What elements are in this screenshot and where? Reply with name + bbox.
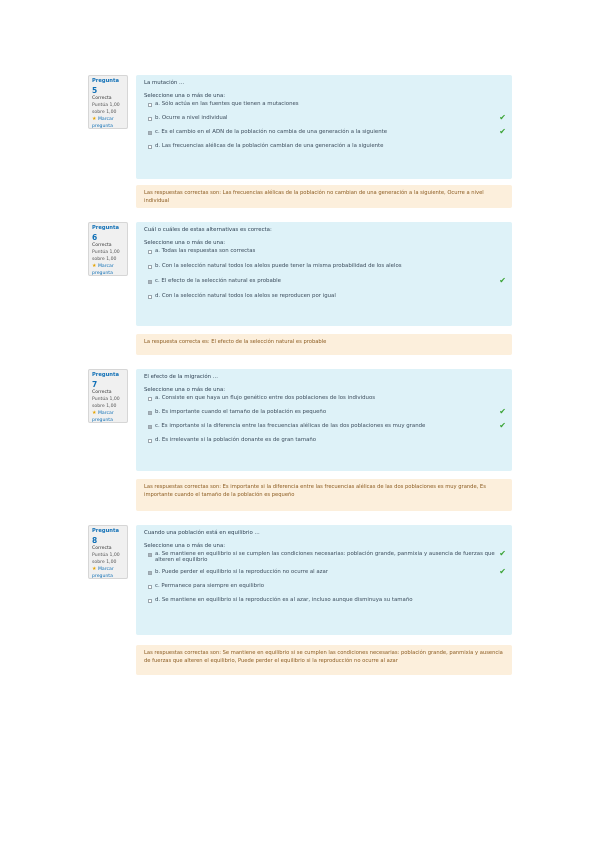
checkbox[interactable] [148, 439, 152, 443]
answer-option[interactable]: a. Todas las respuestas son correctas [144, 248, 504, 254]
question-grade: Puntúa 1,00 sobre 1,00 [92, 553, 120, 565]
answer-prompt: Seleccione una o más de una: [144, 93, 226, 99]
answer-option[interactable]: a. Se mantiene en equilibrio si se cumplen las condiciones necesarias: población grande, panmixia y ausencia de fuerzas que alteren el equilibrio ✔ [144, 551, 504, 563]
check-icon: ✔ [499, 407, 506, 416]
checkbox[interactable] [148, 265, 152, 269]
checkbox[interactable] [148, 280, 152, 284]
answer-option[interactable]: c. Es importante si la diferencia entre las frecuencias alélicas de las dos poblaciones es muy grande ✔ [144, 423, 504, 429]
question-info [88, 369, 128, 423]
question-content [136, 525, 512, 635]
feedback: Las respuestas correctas son: Se mantiene en equilibrio si se cumplen las condiciones necesarias: población grande, panmixia y ausencia de fuerzas que alteren el equilibrio, Puede perder el equilibrio si la reproducción no ocurre al azar [136, 645, 512, 675]
question-text: La mutación ... [144, 80, 185, 86]
checkbox[interactable] [148, 131, 152, 135]
feedback: Las respuestas correctas son: Las frecuencias alélicas de la población no cambian de una generación a la siguiente, Ocurre a nivel individual [136, 185, 512, 208]
question-state: Correcta [92, 96, 112, 102]
question-number: Pregunta 6 [92, 225, 119, 242]
question-text: Cuando una población está en equilibrio ... [144, 530, 260, 536]
answer-option[interactable]: d. Es irrelevante si la población donante es de gran tamaño [144, 437, 504, 443]
checkbox[interactable] [148, 571, 152, 575]
answer-prompt: Seleccione una o más de una: [144, 240, 226, 246]
flag-question-link[interactable]: ★ Marcar pregunta [92, 116, 114, 130]
check-icon: ✔ [499, 113, 506, 122]
answer-option[interactable]: d. Con la selección natural todos los alelos se reproducen por igual [144, 293, 504, 299]
question-content [136, 369, 512, 471]
answer-prompt: Seleccione una o más de una: [144, 387, 226, 393]
question-info [88, 75, 128, 129]
answer-prompt: Seleccione una o más de una: [144, 543, 226, 549]
checkbox[interactable] [148, 103, 152, 107]
answer-option[interactable]: b. Ocurre a nivel individual ✔ [144, 115, 504, 121]
checkbox[interactable] [148, 397, 152, 401]
answer-option[interactable]: d. Se mantiene en equilibrio si la reproducción es al azar, incluso aunque disminuya su tamaño [144, 597, 504, 603]
answer-option[interactable]: b. Con la selección natural todos los alelos puede tener la misma probabilidad de los alelos [144, 263, 504, 269]
answer-option[interactable]: d. Las frecuencias alélicas de la población cambian de una generación a la siguiente [144, 143, 504, 149]
check-icon: ✔ [499, 127, 506, 136]
checkbox[interactable] [148, 145, 152, 149]
question-grade: Puntúa 1,00 sobre 1,00 [92, 250, 120, 262]
question-number: Pregunta 5 [92, 78, 119, 95]
checkbox[interactable] [148, 250, 152, 254]
feedback: Las respuestas correctas son: Es importante si la diferencia entre las frecuencias alélicas de las dos poblaciones es muy grande, Es importante cuando el tamaño de la población es pequeño [136, 479, 512, 511]
check-icon: ✔ [499, 549, 506, 558]
question-text: Cuál o cuáles de estas alternativas es correcta: [144, 227, 272, 233]
check-icon: ✔ [499, 567, 506, 576]
question-state: Correcta [92, 243, 112, 249]
star-flag-icon: ★ [92, 566, 97, 573]
question-info [88, 222, 128, 276]
question-number: Pregunta 8 [92, 528, 119, 545]
checkbox[interactable] [148, 425, 152, 429]
checkbox[interactable] [148, 117, 152, 121]
question-content [136, 222, 512, 326]
question-content [136, 75, 512, 179]
flag-question-link[interactable]: ★ Marcar pregunta [92, 263, 114, 277]
checkbox[interactable] [148, 599, 152, 603]
question-state: Correcta [92, 390, 112, 396]
question-state: Correcta [92, 546, 112, 552]
answer-option[interactable]: a. Consiste en que haya un flujo genético entre dos poblaciones de los individuos [144, 395, 504, 401]
star-flag-icon: ★ [92, 116, 97, 123]
answer-option[interactable]: b. Puede perder el equilibrio si la reproducción no ocurre al azar ✔ [144, 569, 504, 575]
question-info [88, 525, 128, 579]
question-number: Pregunta 7 [92, 372, 119, 389]
checkbox[interactable] [148, 295, 152, 299]
checkbox[interactable] [148, 585, 152, 589]
check-icon: ✔ [499, 276, 506, 285]
answer-option[interactable]: b. Es importante cuando el tamaño de la población es pequeño ✔ [144, 409, 504, 415]
question-grade: Puntúa 1,00 sobre 1,00 [92, 103, 120, 115]
checkbox[interactable] [148, 553, 152, 557]
feedback: La respuesta correcta es: El efecto de la selección natural es probable [136, 334, 512, 355]
answer-option[interactable]: a. Sólo actúa en las fuentes que tienen a mutaciones [144, 101, 504, 107]
question-grade: Puntúa 1,00 sobre 1,00 [92, 397, 120, 409]
checkbox[interactable] [148, 411, 152, 415]
flag-question-link[interactable]: ★ Marcar pregunta [92, 410, 114, 424]
answer-option[interactable]: c. Permanece para siempre en equilibrio [144, 583, 504, 589]
answer-option[interactable]: c. El efecto de la selección natural es probable ✔ [144, 278, 504, 284]
answer-option[interactable]: c. Es el cambio en el ADN de la población no cambia de una generación a la siguiente ✔ [144, 129, 504, 135]
question-text: El efecto de la migración ... [144, 374, 218, 380]
check-icon: ✔ [499, 421, 506, 430]
star-flag-icon: ★ [92, 263, 97, 270]
flag-question-link[interactable]: ★ Marcar pregunta [92, 566, 114, 580]
star-flag-icon: ★ [92, 410, 97, 417]
